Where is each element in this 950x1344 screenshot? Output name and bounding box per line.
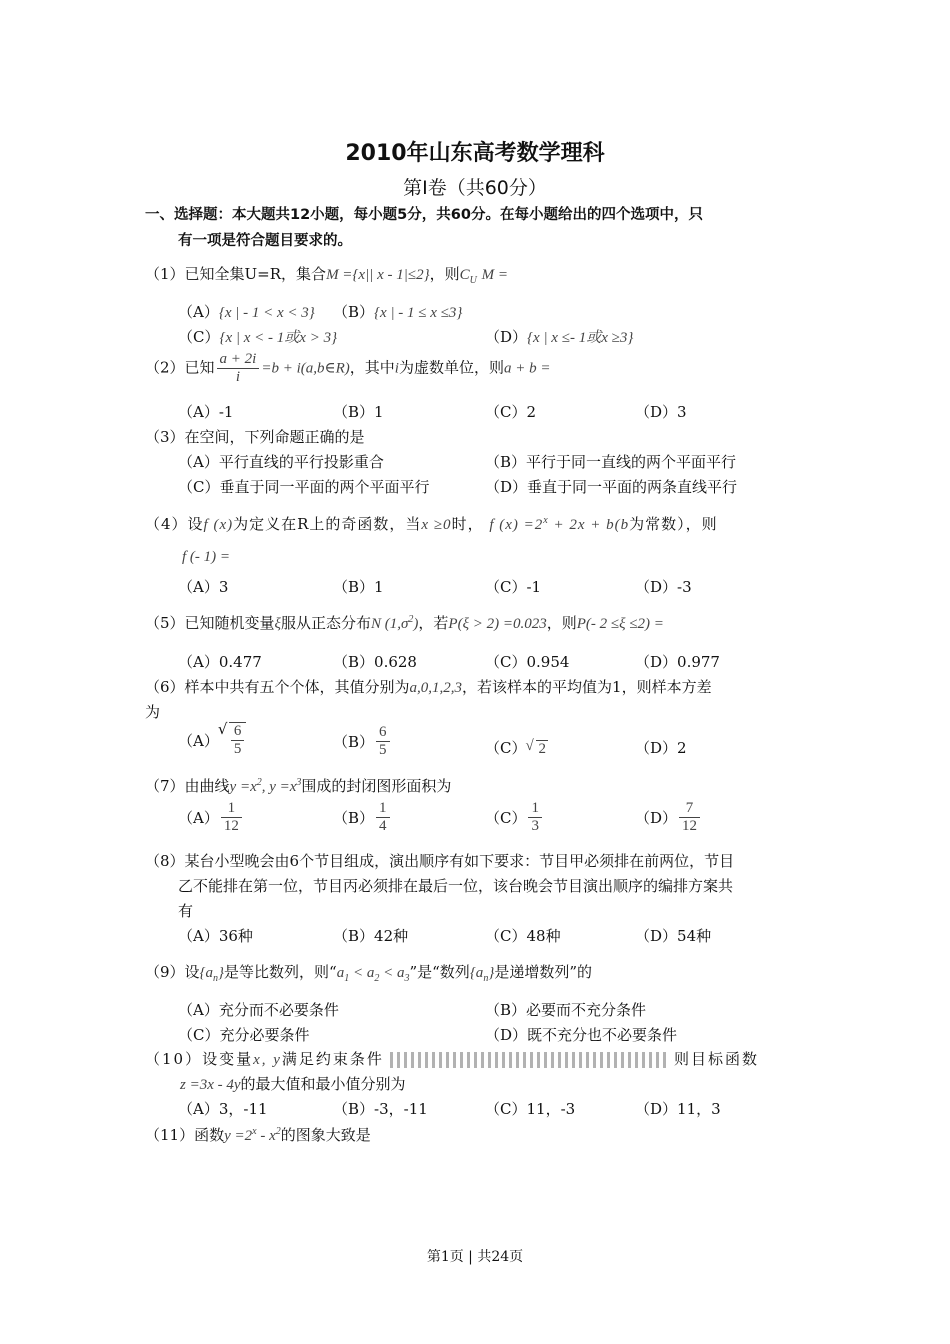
q1-option-b-value: {x | - 1 ≤ x ≤3} <box>374 305 463 321</box>
question-6-option-c <box>485 737 548 758</box>
question-1-stem <box>145 263 508 286</box>
q5-text-4: ，则 <box>546 614 577 632</box>
question-9-option-b: （B）必要而不充分条件 <box>485 1001 647 1019</box>
q9-cond-c: < a <box>379 965 405 981</box>
question-2-option-a: （A）-1 <box>178 403 234 421</box>
q7-text-2: 围成的封闭图形面积为 <box>301 777 452 795</box>
question-4-option-b: （B）1 <box>333 578 384 596</box>
q9-text-2: 是等比数列，则“ <box>224 963 337 981</box>
q6-option-b-den: 5 <box>376 741 390 759</box>
q7-option-b-den: 4 <box>376 817 390 835</box>
q4-formula-exp: x <box>543 515 549 526</box>
q4-formula-rest: + 2x + b(b <box>548 517 630 533</box>
q7-option-a-den: 12 <box>221 817 242 835</box>
page-subtitle: 第Ⅰ卷（共60分） <box>403 177 547 199</box>
question-9-option-c: （C）充分必要条件 <box>178 1026 310 1044</box>
q9-cond-sub1: 1 <box>344 973 350 984</box>
question-8-stem-line2: 乙不能排在第一位，节目丙必须排在最后一位，该台晚会节目演出顺序的编排方案共 <box>178 877 734 895</box>
question-11-stem <box>145 1124 371 1145</box>
question-4-stem <box>145 513 718 534</box>
q4-function: f (x) <box>203 517 234 533</box>
question-8-option-d: （D）54种 <box>635 927 712 945</box>
option-label: （A） <box>178 732 219 750</box>
q1-option-a-value: {x | - 1 < x < 3} <box>218 305 315 321</box>
q5-text-3: ，若 <box>418 614 449 632</box>
q7-option-d-den: 12 <box>679 817 700 835</box>
question-1-option-a <box>178 301 315 322</box>
q6-values: a,0,1,2,3 <box>409 680 463 696</box>
question-7-option-a <box>178 800 244 835</box>
q7-option-c-num: 1 <box>531 800 539 816</box>
q6-option-b-num: 6 <box>379 724 387 740</box>
q2-equation: =b + i(a,b∈R) <box>261 360 350 377</box>
question-4-option-a: （A）3 <box>178 578 229 596</box>
q9-sequence-repeat: {a <box>469 965 484 981</box>
q5-text: （5）已知随机变量 <box>145 614 275 632</box>
option-label: （B） <box>333 809 375 827</box>
section-instructions-line2: 有一项是符合题目要求的。 <box>178 233 352 249</box>
q2-numerator: a + 2i <box>219 351 257 367</box>
question-2-option-d: （D）3 <box>635 403 687 421</box>
question-7-option-c <box>485 800 544 835</box>
question-3-option-a: （A）平行直线的平行投影重合 <box>178 453 384 471</box>
page-footer: 第1页 | 共24页 <box>426 1249 524 1265</box>
section-instructions-line1: 一、选择题：本大题共12小题，每小题5分，共60分。在每小题给出的四个选项中，只 <box>145 207 703 223</box>
question-5-option-d: （D）0.977 <box>635 653 720 671</box>
q7-option-d-fraction <box>679 800 700 835</box>
question-3-option-c: （C）垂直于同一平面的两个平面平行 <box>178 478 430 496</box>
q2-text-mid2: 为虚数单位，则 <box>398 358 504 377</box>
q4-text-4: 为常数），则 <box>629 515 718 533</box>
q7-curve-1-exp: 2 <box>256 777 262 788</box>
q1-complement-sub: U <box>469 275 477 286</box>
q11-function-exp: x <box>252 1126 257 1137</box>
q9-text: （9）设 <box>145 963 200 981</box>
question-3-option-d: （D）垂直于同一平面的两条直线平行 <box>485 478 738 496</box>
question-4-option-c: （C）-1 <box>485 578 542 596</box>
q4-condition: x ≥0 <box>421 517 452 533</box>
question-6-option-d: （D）2 <box>635 739 687 757</box>
q4-formula: f (x) =2 <box>489 517 544 533</box>
q1-option-d-value: {x | x ≤- 1或x ≥3} <box>527 330 634 346</box>
question-10-option-c: （C）11，-3 <box>485 1100 576 1118</box>
question-8-stem-line3: 有 <box>178 902 194 920</box>
q2-imag-unit: i <box>394 360 399 377</box>
question-7-option-b <box>333 800 392 835</box>
question-5-option-a: （A）0.477 <box>178 653 262 671</box>
q6-option-c-value: √ 2 <box>536 740 548 758</box>
question-3-option-b: （B）平行于同一直线的两个平面平行 <box>485 453 737 471</box>
q10-text-4: 的最大值和最小值分别为 <box>240 1075 406 1093</box>
q6-option-a-num: √ 6 <box>233 723 242 739</box>
question-1-option-b <box>333 301 462 322</box>
q9-text-3: ”是“数列 <box>409 963 470 981</box>
question-4-option-d: （D）-3 <box>635 578 692 596</box>
option-label: （A） <box>178 303 219 321</box>
q9-cond-sub2: 2 <box>374 973 380 984</box>
q5-distribution-close: ) <box>413 616 419 632</box>
option-label: （C） <box>178 328 220 346</box>
q1-text-mid: ，则 <box>429 265 460 283</box>
q9-sequence: {a <box>199 965 214 981</box>
q10-text-3: 则目标函数 <box>673 1050 759 1068</box>
q1-option-c-value: {x | x < - 1或x > 3} <box>219 330 338 346</box>
page-title: 2010年山东高考数学理科 <box>345 141 605 166</box>
option-label: （B） <box>333 303 375 321</box>
q6-text-2: ，若该样本的平均值为1，则样本方差 <box>462 678 712 696</box>
q4-text-3: 时， <box>451 515 484 533</box>
q11-text-2: 的图象大致是 <box>280 1126 371 1144</box>
q2-fraction <box>217 351 260 386</box>
q1-set-definition: M ={x|| x - 1|≤2} <box>326 267 430 283</box>
q6-text: （6）样本中共有五个个体，其值分别为 <box>145 678 410 696</box>
q10-objective: z =3x - 4y <box>180 1077 241 1093</box>
question-3-stem: （3）在空间，下列命题正确的是 <box>145 428 365 446</box>
question-8-option-a: （A）36种 <box>178 927 253 945</box>
q10-text: （10）设变量 <box>145 1050 254 1068</box>
q7-option-b-fraction <box>376 800 390 835</box>
q5-probability: P(ξ > 2) =0.023 <box>448 616 547 632</box>
q9-cond-sub3: 3 <box>404 973 410 984</box>
option-label: （C） <box>485 809 527 827</box>
question-6-stem <box>145 676 712 697</box>
q6-option-b-fraction <box>376 724 390 759</box>
q7-curve-2-exp: 3 <box>296 777 302 788</box>
q2-text-mid: ，其中 <box>349 358 395 377</box>
option-label: （A） <box>178 809 219 827</box>
question-2-option-b: （B）1 <box>333 403 384 421</box>
question-6-option-a <box>178 722 246 758</box>
q9-sequence-repeat-sub: n <box>483 973 489 984</box>
question-10-option-b: （B）-3，-11 <box>333 1100 428 1118</box>
question-7-option-d <box>635 800 702 835</box>
q9-cond-b: < a <box>349 965 375 981</box>
q9-sequence-close: } <box>218 965 225 981</box>
q11-function-rest: - x <box>256 1128 276 1144</box>
q11-function: y =2 <box>224 1128 253 1144</box>
question-6-option-b <box>333 724 392 759</box>
question-10-stem <box>145 1048 759 1069</box>
q7-option-c-den: 3 <box>528 817 542 835</box>
question-9-option-a: （A）充分而不必要条件 <box>178 1001 339 1019</box>
question-7-stem <box>145 775 451 796</box>
q7-option-d-num: 7 <box>685 800 694 816</box>
option-label: （B） <box>333 733 375 751</box>
question-2-stem <box>145 351 550 386</box>
question-8-option-c: （C）48种 <box>485 927 561 945</box>
question-6-stem-line2: 为 <box>145 703 161 721</box>
q7-curve-2: , y =x <box>261 779 297 795</box>
q4-text-2: 为定义在R上的奇函数，当 <box>233 515 422 533</box>
question-9-stem <box>145 961 592 984</box>
q2-denominator: i <box>217 368 260 386</box>
q11-function-exp2: 2 <box>275 1126 281 1137</box>
q5-distribution: N (1,σ <box>371 616 409 632</box>
q9-cond-a: a <box>336 965 345 981</box>
question-2-option-c: （C）2 <box>485 403 537 421</box>
q6-option-a-den: 5 <box>231 740 245 758</box>
q2-ask: a + b = <box>503 360 551 377</box>
question-1-option-c <box>178 326 337 347</box>
question-1-option-d <box>485 326 633 347</box>
q5-distribution-exp: 2 <box>408 614 414 625</box>
q1-text: （1）已知全集U=R，集合 <box>145 265 327 283</box>
question-5-option-b: （B）0.628 <box>333 653 417 671</box>
q1-ask: M = <box>481 267 509 283</box>
q11-text: （11）函数 <box>145 1126 225 1144</box>
q5-text-2: 服从正态分布 <box>280 614 371 632</box>
q10-text-2: 满足约束条件 <box>281 1050 384 1068</box>
q6-option-a-fraction <box>231 723 245 758</box>
q7-option-c-fraction <box>528 800 542 835</box>
option-label: （D） <box>485 328 528 346</box>
q2-text: （2）已知 <box>145 358 215 377</box>
question-9-option-d: （D）既不充分也不必要条件 <box>485 1026 678 1044</box>
question-10-option-a: （A）3，-11 <box>178 1100 268 1118</box>
question-8-stem-line1: （8）某台小型晚会由6个节目组成，演出顺序有如下要求：节目甲必须排在前两位，节目 <box>145 852 735 870</box>
question-5-option-c: （C）0.954 <box>485 653 570 671</box>
question-4-ask: f (- 1) = <box>182 549 231 565</box>
q6-option-a-sqrt <box>229 722 247 758</box>
question-5-stem <box>145 612 664 633</box>
q5-variable: ξ <box>274 616 281 632</box>
q7-option-b-num: 1 <box>379 800 387 816</box>
q10-variables: x, y <box>253 1052 282 1068</box>
option-label: （C） <box>485 739 527 757</box>
option-label: （D） <box>635 809 678 827</box>
question-10-option-d: （D）11，3 <box>635 1100 721 1118</box>
q7-text: （7）由曲线 <box>145 777 230 795</box>
q5-ask: P(- 2 ≤ξ ≤2) = <box>576 616 664 632</box>
q7-option-a-num: 1 <box>227 800 236 816</box>
q4-text: （4）设 <box>145 515 204 533</box>
q7-option-a-fraction <box>221 800 242 835</box>
question-8-option-b: （B）42种 <box>333 927 409 945</box>
q9-sequence-sub: n <box>213 973 219 984</box>
q7-curve-1: y =x <box>229 779 257 795</box>
q9-text-4: 是递增数列”的 <box>494 963 592 981</box>
q1-complement: C <box>459 267 470 283</box>
question-10-stem-line2 <box>180 1073 406 1094</box>
constraint-system-image <box>390 1052 668 1068</box>
q9-sequence-repeat-close: } <box>488 965 495 981</box>
